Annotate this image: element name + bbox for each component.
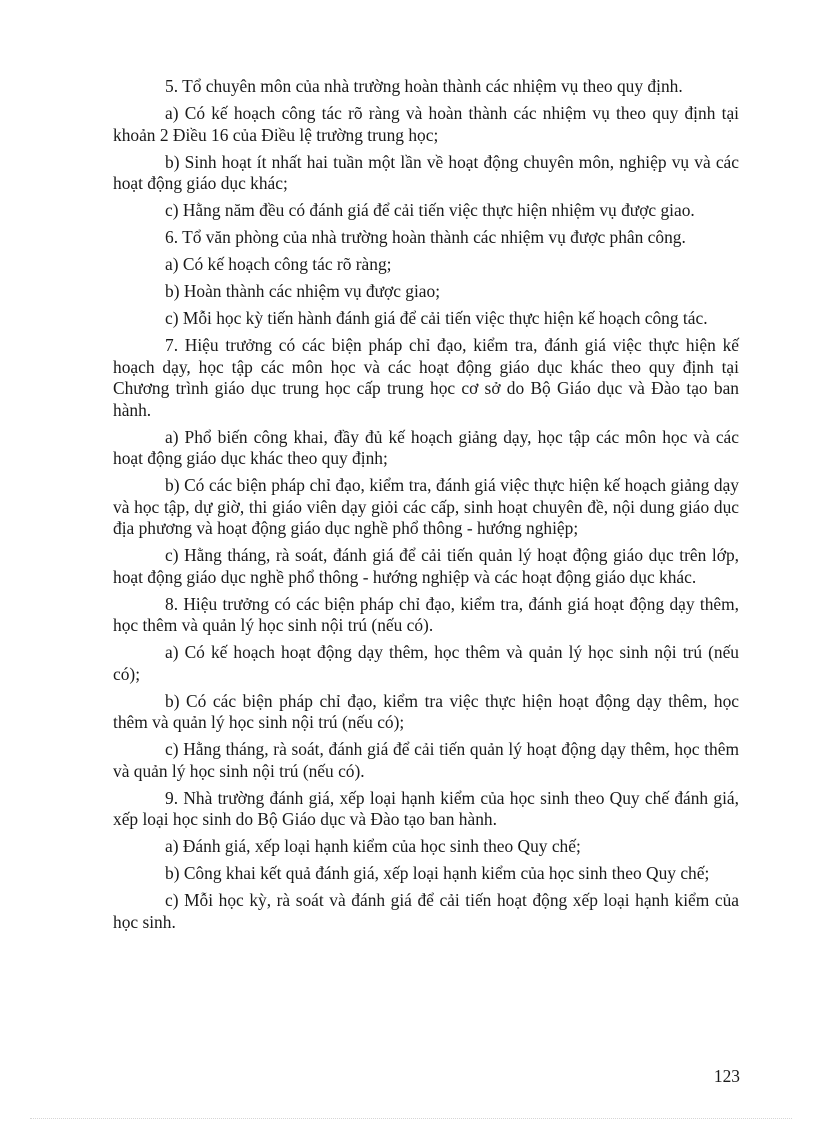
paragraph-item-9: 9. Nhà trường đánh giá, xếp loại hạnh kiểm của học sinh theo Quy chế đánh giá, xếp loại học sinh do Bộ Giáo dục và Đào tạo ban hành. [113, 787, 739, 829]
paragraph-item-5c: c) Hằng năm đều có đánh giá để cải tiến việc thực hiện nhiệm vụ được giao. [165, 200, 695, 220]
paragraph-item-9a: a) Đánh giá, xếp loại hạnh kiểm của học sinh theo Quy chế; [165, 836, 581, 856]
paragraph-item-6b: b) Hoàn thành các nhiệm vụ được giao; [165, 281, 441, 301]
paragraph-item-7b: b) Có các biện pháp chỉ đạo, kiểm tra, đánh giá việc thực hiện kế hoạch giảng dạy và học tập, dự giờ, thi giáo viên dạy giỏi các cấp, sinh hoạt chuyên đề, nội dung giáo dục địa phương và hoạt động giáo dục nghề phổ thông - hướng nghiệp; [113, 475, 739, 538]
paragraph-item-5a: a) Có kế hoạch công tác rõ ràng và hoàn thành các nhiệm vụ theo quy định tại khoản 2 Điều 16 của Điều lệ trường trung học; [113, 103, 739, 145]
paragraph-item-7c: c) Hằng tháng, rà soát, đánh giá để cải tiến quản lý hoạt động giáo dục trên lớp, hoạt động giáo dục nghề phổ thông - hướng nghiệp và các hoạt động giáo dục khác. [113, 545, 739, 587]
document-body [113, 76, 739, 939]
paragraph-item-5b: b) Sinh hoạt ít nhất hai tuần một lần về hoạt động chuyên môn, nghiệp vụ và các hoạt động giáo dục khác; [113, 151, 739, 193]
paragraph-item-9c: c) Mỗi học kỳ, rà soát và đánh giá để cải tiến hoạt động xếp loại hạnh kiểm của học sinh. [113, 890, 739, 932]
page-bottom-divider [30, 1118, 792, 1119]
paragraph-item-6a: a) Có kế hoạch công tác rõ ràng; [165, 254, 392, 274]
page-number: 123 [713, 1066, 740, 1086]
paragraph-item-5: 5. Tổ chuyên môn của nhà trường hoàn thành các nhiệm vụ theo quy định. [165, 76, 683, 96]
paragraph-item-8: 8. Hiệu trưởng có các biện pháp chỉ đạo, kiểm tra, đánh giá hoạt động dạy thêm, học thêm và quản lý học sinh nội trú (nếu có). [113, 593, 739, 635]
paragraph-item-8c: c) Hằng tháng, rà soát, đánh giá để cải tiến quản lý hoạt động dạy thêm, học thêm và quản lý học sinh nội trú (nếu có). [113, 739, 739, 781]
paragraph-item-6c: c) Mỗi học kỳ tiến hành đánh giá để cải tiến việc thực hiện kế hoạch công tác. [165, 308, 708, 328]
paragraph-item-8a: a) Có kế hoạch hoạt động dạy thêm, học thêm và quản lý học sinh nội trú (nếu có); [113, 642, 739, 684]
paragraph-item-9b: b) Công khai kết quả đánh giá, xếp loại hạnh kiểm của học sinh theo Quy chế; [165, 863, 710, 883]
paragraph-item-7a: a) Phổ biến công khai, đầy đủ kế hoạch giảng dạy, học tập các môn học và các hoạt động giáo dục khác theo quy định; [113, 426, 739, 468]
paragraph-item-7: 7. Hiệu trưởng có các biện pháp chỉ đạo, kiểm tra, đánh giá việc thực hiện kế hoạch dạy, học tập các môn học và các hoạt động giáo dục khác theo quy định tại Chương trình giáo dục trung học cấp trung học cơ sở do Bộ Giáo dục và Đào tạo ban hành. [113, 335, 739, 420]
paragraph-item-6: 6. Tổ văn phòng của nhà trường hoàn thành các nhiệm vụ được phân công. [165, 227, 686, 247]
paragraph-item-8b: b) Có các biện pháp chỉ đạo, kiểm tra việc thực hiện hoạt động dạy thêm, học thêm và quản lý học sinh nội trú (nếu có); [113, 690, 739, 732]
